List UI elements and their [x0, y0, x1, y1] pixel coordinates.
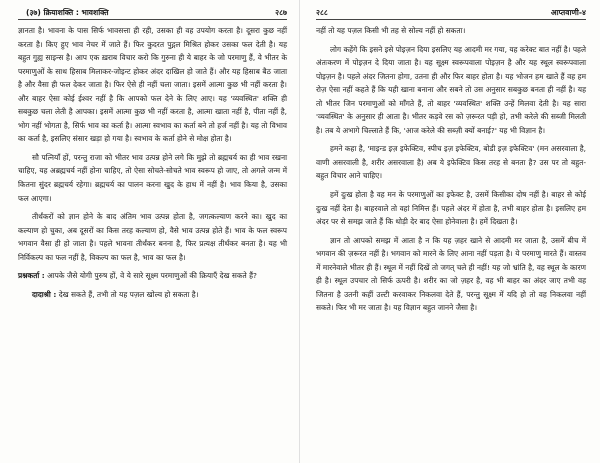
question-text: आपके जैसे योगी पुरुष हों, वे ये सारे सूक्ष्म परमाणुओं की क्रियाएँ देख सकते हैं?	[47, 271, 257, 281]
right-page-number: २८८	[316, 8, 328, 17]
questioner-label: प्रश्नकर्ता :	[18, 271, 45, 281]
answer-block	[18, 288, 287, 302]
paragraph: हमने कहा है, 'माइन्ड इज़ इफेक्टिव, स्पीच इज़ इफेक्टिव, बोडी इज़ इफेक्टिव' (मन असरवाला है, वाणी असरवाली है, शरीर असरवाला है) अब ये इफेक्टिव किस तरह से बनता है? उस पर तो बहुत-बहुत विचार आने चाहिए।	[316, 144, 586, 181]
book-title: आप्तवाणी-४	[550, 8, 586, 17]
chapter-title: (३७) क्रियाशक्ति : भावशक्ति	[26, 8, 109, 17]
right-page-body	[316, 24, 586, 315]
paragraph: तीर्थंकरों को ज्ञान होने के बाद अंतिम भाव उत्पन्न होता है, जगत्कल्याण करने का। खुद का कल्याण हो चुका, अब दूसरों का किस तरह कल्याण हो, वैसे भाव उत्पन्न होते हैं। भाव के फल स्वरूप भगवान वैसा ही हो जाता है। पहले भावना तीर्थंकर बनना है, फिर प्रत्यक्ष तीर्थंकर बनता है। यह भी निर्विकल्प का फल नहीं है, विकल्प का फल है, भाव का फल है।	[18, 212, 287, 262]
left-page-body	[18, 24, 287, 301]
paragraph: लोग कहेंगे कि इसने इसे पोइज़न दिया इसलिए यह आदमी मर गया, यह करेक्ट बात नहीं है। पहले अंतःकरण में पोइज़न दे दिया जाता है। यह सूक्ष्म स्वरूपवाला पोइज़न है और यह स्थूल स्वरूपवाला पोइज़न है। पहले अंदर जितना होगा, उतना ही और फिर बाहर होता है। यह भोजन हम खाते हैं वह हम रोज़ ऐसा नहीं कहते हैं कि यही खाना बनाना और सबने तो उस अनुसार सबकुछ बनता ही नहीं है। यह तो भीतर जिन परमाणुओं को माँगते हैं, तो बाहर 'व्यवस्थित' शक्ति उन्हें मिलवा देती है। यह सारा 'व्यवस्थित' के अनुसार ही आता है। भीतर कड़वे रस को ज़रूरत पड़ी हो, तभी करेले की सब्जी मिलती है। तब ये अभागे चिल्लाते हैं कि, 'आज करेले की सब्ज़ी क्यों बनाई?' यह भी विज्ञान है।	[316, 44, 586, 135]
right-page	[300, 0, 600, 463]
left-page-number: २८७	[275, 8, 287, 17]
answer-text: देख सकते हैं, तभी तो यह पज़ल खोल्व हो सकता है।	[58, 289, 199, 299]
left-page-header	[18, 4, 287, 20]
paragraph: नहीं तो यह पज़ल किसी भी तह से सोल्व नहीं हो सकता।	[316, 26, 466, 35]
dadashri-label: दादाश्री :	[32, 289, 57, 299]
paragraph: ज्ञान तो आपको समझ में आता है न कि यह ज़हर खाने से आदमी मर जाता है, उसमें बीच में भगवान की ज़रूरत नहीं है। भगवान को मारने के लिए आना नहीं पड़ता है। ये परमाणु मारते हैं। वास्तव में मारनेवाले भीतर ही हैं। स्थूल में नहीं दिखें तो जगत् चले ही नहीं! यह जो भ्रांति है, वह स्थूल के कारण ही है। स्थूल उपचार तो सिर्फ ऊपरी है। शरीर का जो ज़हर है, वह भी बाहर का अंदर जाए तभी वह जितना है उतनी कहीं उल्टी करवाकर निकलवा देते हैं, परन्तु सूक्ष्म में यदि हो तो वह निकलवा नहीं सकते। फिर भी मर जाता है। यह विज्ञान बहुत जानने जैसा है।	[316, 235, 586, 313]
paragraph: सौ पत्नियाँ हों, परन्तु राजा को भीतर भाव उत्पन्न होने लगे कि मुझे तो ब्रह्मचर्य का ही भाव रखना चाहिए, यह अब्रह्मचर्य नहीं होना चाहिए, तो ऐसा सोचते-सोचते भाव स्वरूप हो जाए, तो अगले जन्म में कितना सुंदर ब्रह्मचर्य रहेगा। ब्रह्मचर्य का पालन करना खुद के हाथ में नहीं है। भाव किया है, उसका फल आएगा।	[18, 152, 287, 203]
question-block	[18, 269, 287, 283]
paragraph: हमें दुःख होता है वह मन के परमाणुओं का इफेक्ट है, उसमें किसीका दोष नहीं है। बाहर से कोई दुःख नहीं देता है। बाहरवाले तो वहां निमित्त हैं। पहले अंदर में होता है, तभी बाहर होता है। इसलिए हम अंदर पर से समझ जाते हैं कि थोड़ी देर बाद ऐसा होनेवाला है। हमें दिखता है।	[316, 190, 586, 227]
right-page-header	[316, 4, 586, 20]
paragraph: ज्ञानता है। भावना के पास सिर्फ भावसत्ता ही रही, उसका ही वह उपयोग करता है। दूसरा कुछ नहीं करता है। किए हुए भाव नेचर में जाते हैं। फिर कुदरत पुद्गल मिश्रित होकर उसका फल देती है। यह बहुत गुह्य साइन्स है। आप एक ख़राब विचार करो कि गुरुना ही ये बाहर के जो परमाणु हैं, वे भीतर के परमाणुओं के साथ हिसाब मिलाकर-जोइन्ट होकर अंदर दाखिल हो जाते हैं। और यह हिसाब बैठ जाता है और वैसा ही फल देकर जाता है। फिर ऐसे ही नहीं चला जाता। इसमें आत्मा कुछ भी नहीं करता है। और बाहर ऐसा कोई ईश्वर नहीं है कि आपको फल देने के लिए आए। यह 'व्यवस्थित' शक्ति ही सबकुछ चला लेती है आपका। इसमें आत्मा कुछ भी नहीं करता है, आत्मा खाता नहीं है, पीता नहीं है, भोग नहीं भोगता है, सिर्फ भाव का कर्ता है। आत्मा स्वभाव का कर्ता बने तो हर्ज नहीं है। यह तो विभाव का कर्ता है, इसलिए संसार खड़ा हो गया है। स्वभाव के कर्ता होने से मोक्ष होता है।	[18, 26, 287, 144]
